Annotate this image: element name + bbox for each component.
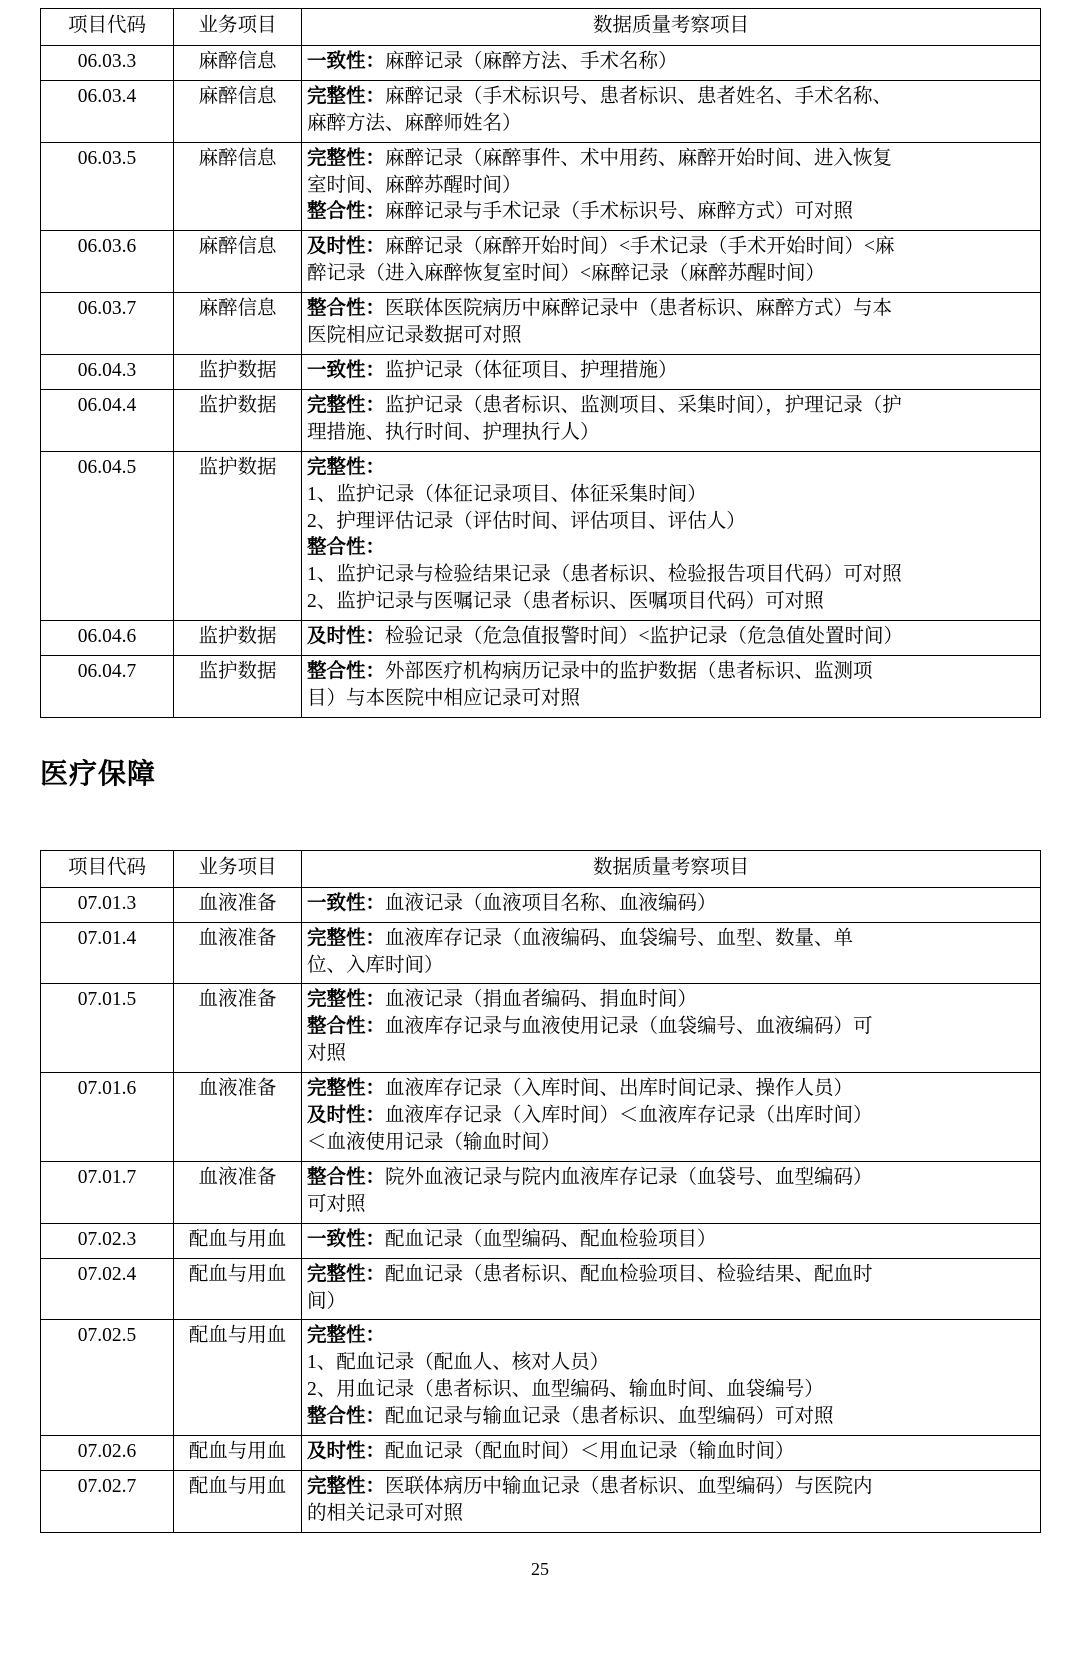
cell-code: 06.04.3 xyxy=(41,354,174,389)
quality-item-line xyxy=(307,1227,1035,1254)
table-row xyxy=(41,1161,1041,1223)
quality-item-text: 血液库存记录（入库时间）＜血液库存记录（出库时间） xyxy=(385,1105,873,1127)
cell-code: 06.03.5 xyxy=(41,142,174,231)
quality-item-text: 麻醉记录（麻醉开始时间）<手术记录（手术开始时间）<麻 xyxy=(385,236,895,258)
cell-business-item: 配血与用血 xyxy=(174,1223,302,1258)
cell-quality-item xyxy=(302,1258,1041,1320)
cell-code: 07.01.6 xyxy=(41,1073,174,1162)
quality-table-medical-support xyxy=(40,850,1041,1533)
quality-item-text: 监护记录（体征项目、护理措施） xyxy=(385,359,678,381)
column-header-code: 项目代码 xyxy=(41,9,174,46)
quality-item-text: 血液库存记录（血液编码、血袋编号、血型、数量、单 xyxy=(385,927,854,949)
quality-item-line xyxy=(307,261,1035,288)
cell-business-item: 麻醉信息 xyxy=(174,142,302,231)
quality-item-line xyxy=(307,199,1035,226)
quality-dimension-label: 完整性： xyxy=(307,147,386,169)
quality-item-text: 血液记录（血液项目名称、血液编码） xyxy=(385,892,717,914)
quality-item-line xyxy=(307,1474,1035,1501)
cell-quality-item xyxy=(302,1320,1041,1436)
cell-business-item: 血液准备 xyxy=(174,922,302,984)
quality-item-line xyxy=(307,146,1035,173)
quality-item-text: 监护记录（患者标识、监测项目、采集时间），护理记录（护 xyxy=(385,394,902,416)
table-header-row xyxy=(41,850,1041,887)
cell-business-item: 血液准备 xyxy=(174,1073,302,1162)
quality-item-line xyxy=(307,1014,1035,1041)
table-row xyxy=(41,887,1041,922)
cell-quality-item xyxy=(302,1073,1041,1162)
cell-quality-item xyxy=(302,984,1041,1073)
cell-code: 07.02.6 xyxy=(41,1436,174,1471)
quality-item-line xyxy=(307,589,1035,616)
cell-code: 07.01.3 xyxy=(41,887,174,922)
section-title: 医疗保障 xyxy=(40,757,157,789)
column-header-biz: 业务项目 xyxy=(174,850,302,887)
quality-item-line xyxy=(307,891,1035,918)
quality-item-text: 对照 xyxy=(307,1043,347,1065)
quality-item-line xyxy=(307,1439,1035,1466)
quality-item-line xyxy=(307,987,1035,1014)
quality-item-line xyxy=(307,1192,1035,1219)
quality-dimension-label: 完整性： xyxy=(307,1325,386,1347)
cell-quality-item xyxy=(302,922,1041,984)
quality-item-line xyxy=(307,535,1035,562)
table1-body xyxy=(41,45,1041,717)
table-row xyxy=(41,1223,1041,1258)
quality-item-text: 可对照 xyxy=(307,1193,366,1215)
quality-dimension-label: 一致性： xyxy=(307,1228,386,1250)
table-row xyxy=(41,293,1041,355)
quality-item-text: 血液记录（捐血者编码、捐血时间） xyxy=(385,989,698,1011)
cell-business-item: 配血与用血 xyxy=(174,1320,302,1436)
cell-code: 07.01.4 xyxy=(41,922,174,984)
quality-dimension-label: 完整性： xyxy=(307,989,386,1011)
quality-dimension-label: 一致性： xyxy=(307,892,386,914)
quality-item-text: 2、护理评估记录（评估时间、评估项目、评估人） xyxy=(307,510,746,532)
cell-code: 07.02.4 xyxy=(41,1258,174,1320)
quality-item-text: 麻醉记录（麻醉方法、手术名称） xyxy=(385,50,678,72)
quality-dimension-label: 完整性： xyxy=(307,85,386,107)
quality-item-text: 室时间、麻醉苏醒时间） xyxy=(307,174,522,196)
cell-business-item: 麻醉信息 xyxy=(174,293,302,355)
quality-dimension-label: 完整性： xyxy=(307,927,386,949)
cell-code: 07.02.7 xyxy=(41,1470,174,1532)
quality-item-text: 1、配血记录（配血人、核对人员） xyxy=(307,1352,610,1374)
cell-code: 06.04.7 xyxy=(41,656,174,718)
table-row xyxy=(41,1436,1041,1471)
cell-code: 06.03.7 xyxy=(41,293,174,355)
quality-item-line xyxy=(307,1262,1035,1289)
cell-quality-item xyxy=(302,1161,1041,1223)
quality-item-text: 血液库存记录（入库时间、出库时间记录、操作人员） xyxy=(385,1078,854,1100)
table-row xyxy=(41,231,1041,293)
quality-item-text: 血液库存记录与血液使用记录（血袋编号、血液编码）可 xyxy=(385,1016,873,1038)
quality-item-text: 的相关记录可对照 xyxy=(307,1502,464,1524)
cell-code: 07.01.7 xyxy=(41,1161,174,1223)
quality-item-line xyxy=(307,1377,1035,1404)
quality-item-text: 外部医疗机构病历记录中的监护数据（患者标识、监测项 xyxy=(385,661,873,683)
quality-item-text: 理措施、执行时间、护理执行人） xyxy=(307,421,600,443)
quality-item-text: 院外血液记录与院内血液库存记录（血袋号、血型编码） xyxy=(385,1166,873,1188)
quality-item-text: 麻醉方法、麻醉师姓名） xyxy=(307,112,522,134)
quality-item-line xyxy=(307,1350,1035,1377)
table-row xyxy=(41,1320,1041,1436)
quality-item-line xyxy=(307,926,1035,953)
cell-quality-item xyxy=(302,354,1041,389)
table-row xyxy=(41,621,1041,656)
quality-dimension-label: 完整性： xyxy=(307,394,386,416)
quality-item-text: 1、监护记录与检验结果记录（患者标识、检验报告项目代码）可对照 xyxy=(307,564,902,586)
quality-item-text: 麻醉记录（手术标识号、患者标识、患者姓名、手术名称、 xyxy=(385,85,893,107)
cell-business-item: 监护数据 xyxy=(174,389,302,451)
quality-dimension-label: 整合性： xyxy=(307,1406,386,1428)
quality-item-line xyxy=(307,659,1035,686)
quality-item-line xyxy=(307,1501,1035,1528)
table-row xyxy=(41,451,1041,620)
quality-item-text: 位、入库时间） xyxy=(307,954,444,976)
cell-business-item: 血液准备 xyxy=(174,984,302,1073)
cell-quality-item xyxy=(302,231,1041,293)
quality-dimension-label: 整合性： xyxy=(307,201,386,223)
quality-item-line xyxy=(307,296,1035,323)
quality-item-line xyxy=(307,49,1035,76)
cell-quality-item xyxy=(302,1470,1041,1532)
quality-item-text: 配血记录（患者标识、配血检验项目、检验结果、配血时 xyxy=(385,1263,873,1285)
quality-item-text: 配血记录（配血时间）＜用血记录（输血时间） xyxy=(385,1441,795,1463)
quality-item-line xyxy=(307,482,1035,509)
quality-item-line xyxy=(307,1404,1035,1431)
cell-quality-item xyxy=(302,389,1041,451)
quality-item-line xyxy=(307,686,1035,713)
cell-business-item: 麻醉信息 xyxy=(174,80,302,142)
quality-item-text: 配血记录（血型编码、配血检验项目） xyxy=(385,1228,717,1250)
quality-item-line xyxy=(307,420,1035,447)
cell-quality-item xyxy=(302,1436,1041,1471)
cell-business-item: 监护数据 xyxy=(174,656,302,718)
table-row xyxy=(41,1073,1041,1162)
quality-dimension-label: 一致性： xyxy=(307,50,386,72)
table-row xyxy=(41,389,1041,451)
table-row xyxy=(41,1470,1041,1532)
quality-dimension-label: 整合性： xyxy=(307,537,386,559)
quality-dimension-label: 及时性： xyxy=(307,626,386,648)
quality-item-line xyxy=(307,173,1035,200)
quality-dimension-label: 完整性： xyxy=(307,1263,386,1285)
cell-code: 06.03.3 xyxy=(41,45,174,80)
cell-business-item: 监护数据 xyxy=(174,451,302,620)
quality-dimension-label: 完整性： xyxy=(307,1475,386,1497)
quality-dimension-label: 整合性： xyxy=(307,1016,386,1038)
quality-item-line xyxy=(307,953,1035,980)
column-header-code: 项目代码 xyxy=(41,850,174,887)
quality-item-line xyxy=(307,1041,1035,1068)
cell-business-item: 配血与用血 xyxy=(174,1470,302,1532)
cell-code: 07.02.5 xyxy=(41,1320,174,1436)
quality-dimension-label: 完整性： xyxy=(307,1078,386,1100)
cell-quality-item xyxy=(302,45,1041,80)
cell-business-item: 麻醉信息 xyxy=(174,45,302,80)
quality-item-line xyxy=(307,393,1035,420)
cell-quality-item xyxy=(302,293,1041,355)
cell-quality-item xyxy=(302,621,1041,656)
quality-item-text: 2、监护记录与医嘱记录（患者标识、医嘱项目代码）可对照 xyxy=(307,591,824,613)
table-row xyxy=(41,922,1041,984)
quality-item-line xyxy=(307,1323,1035,1350)
quality-item-text: 目）与本医院中相应记录可对照 xyxy=(307,687,581,709)
cell-code: 07.02.3 xyxy=(41,1223,174,1258)
spacer xyxy=(40,792,1040,850)
quality-dimension-label: 完整性： xyxy=(307,456,386,478)
quality-item-line xyxy=(307,111,1035,138)
table-row xyxy=(41,354,1041,389)
quality-item-text: 麻醉记录与手术记录（手术标识号、麻醉方式）可对照 xyxy=(385,201,854,223)
cell-business-item: 监护数据 xyxy=(174,354,302,389)
quality-item-line xyxy=(307,1076,1035,1103)
quality-dimension-label: 及时性： xyxy=(307,1105,386,1127)
cell-business-item: 血液准备 xyxy=(174,1161,302,1223)
page-number: 25 xyxy=(531,1558,549,1579)
cell-code: 06.03.6 xyxy=(41,231,174,293)
quality-item-line xyxy=(307,234,1035,261)
quality-item-line xyxy=(307,323,1035,350)
cell-quality-item xyxy=(302,887,1041,922)
quality-dimension-label: 一致性： xyxy=(307,359,386,381)
column-header-item: 数据质量考察项目 xyxy=(302,9,1041,46)
quality-table-anesthesia-monitoring xyxy=(40,8,1041,718)
cell-code: 07.01.5 xyxy=(41,984,174,1073)
cell-code: 06.03.4 xyxy=(41,80,174,142)
quality-item-line xyxy=(307,509,1035,536)
cell-business-item: 配血与用血 xyxy=(174,1258,302,1320)
cell-code: 06.04.4 xyxy=(41,389,174,451)
table-row xyxy=(41,1258,1041,1320)
quality-item-text: 医联体病历中输血记录（患者标识、血型编码）与医院内 xyxy=(385,1475,873,1497)
column-header-item: 数据质量考察项目 xyxy=(302,850,1041,887)
table-row xyxy=(41,142,1041,231)
table-row xyxy=(41,656,1041,718)
cell-quality-item xyxy=(302,656,1041,718)
quality-item-text: ＜血液使用记录（输血时间） xyxy=(307,1132,561,1153)
quality-item-text: 麻醉记录（麻醉事件、术中用药、麻醉开始时间、进入恢复 xyxy=(385,147,893,169)
quality-item-text: 配血记录与输血记录（患者标识、血型编码）可对照 xyxy=(385,1406,834,1428)
quality-item-line xyxy=(307,1289,1035,1316)
quality-item-line xyxy=(307,1130,1035,1157)
quality-dimension-label: 整合性： xyxy=(307,298,386,320)
quality-item-text: 醉记录（进入麻醉恢复室时间）<麻醉记录（麻醉苏醒时间） xyxy=(307,263,825,285)
quality-item-line xyxy=(307,84,1035,111)
cell-code: 06.04.6 xyxy=(41,621,174,656)
quality-item-text: 1、监护记录（体征记录项目、体征采集时间） xyxy=(307,483,707,505)
cell-quality-item xyxy=(302,142,1041,231)
column-header-biz: 业务项目 xyxy=(174,9,302,46)
quality-dimension-label: 及时性： xyxy=(307,1441,386,1463)
cell-quality-item xyxy=(302,451,1041,620)
quality-dimension-label: 整合性： xyxy=(307,661,386,683)
quality-item-text: 医院相应记录数据可对照 xyxy=(307,325,522,347)
cell-business-item: 麻醉信息 xyxy=(174,231,302,293)
quality-item-text: 间） xyxy=(307,1290,347,1312)
cell-quality-item xyxy=(302,80,1041,142)
quality-item-line xyxy=(307,358,1035,385)
quality-item-line xyxy=(307,1165,1035,1192)
quality-item-line xyxy=(307,624,1035,651)
table-row xyxy=(41,80,1041,142)
cell-business-item: 配血与用血 xyxy=(174,1436,302,1471)
cell-business-item: 血液准备 xyxy=(174,887,302,922)
quality-item-text: 医联体医院病历中麻醉记录中（患者标识、麻醉方式）与本 xyxy=(385,298,893,320)
cell-code: 06.04.5 xyxy=(41,451,174,620)
quality-item-line xyxy=(307,1103,1035,1130)
cell-business-item: 监护数据 xyxy=(174,621,302,656)
quality-item-text: 2、用血记录（患者标识、血型编码、输血时间、血袋编号） xyxy=(307,1379,824,1401)
quality-dimension-label: 及时性： xyxy=(307,236,386,258)
quality-item-line xyxy=(307,455,1035,482)
quality-item-text: 检验记录（危急值报警时间）<监护记录（危急值处置时间） xyxy=(385,626,904,648)
quality-dimension-label: 整合性： xyxy=(307,1166,386,1188)
quality-item-line xyxy=(307,562,1035,589)
cell-quality-item xyxy=(302,1223,1041,1258)
table2-body xyxy=(41,887,1041,1532)
table-header-row xyxy=(41,9,1041,46)
table-row xyxy=(41,45,1041,80)
table-row xyxy=(41,984,1041,1073)
